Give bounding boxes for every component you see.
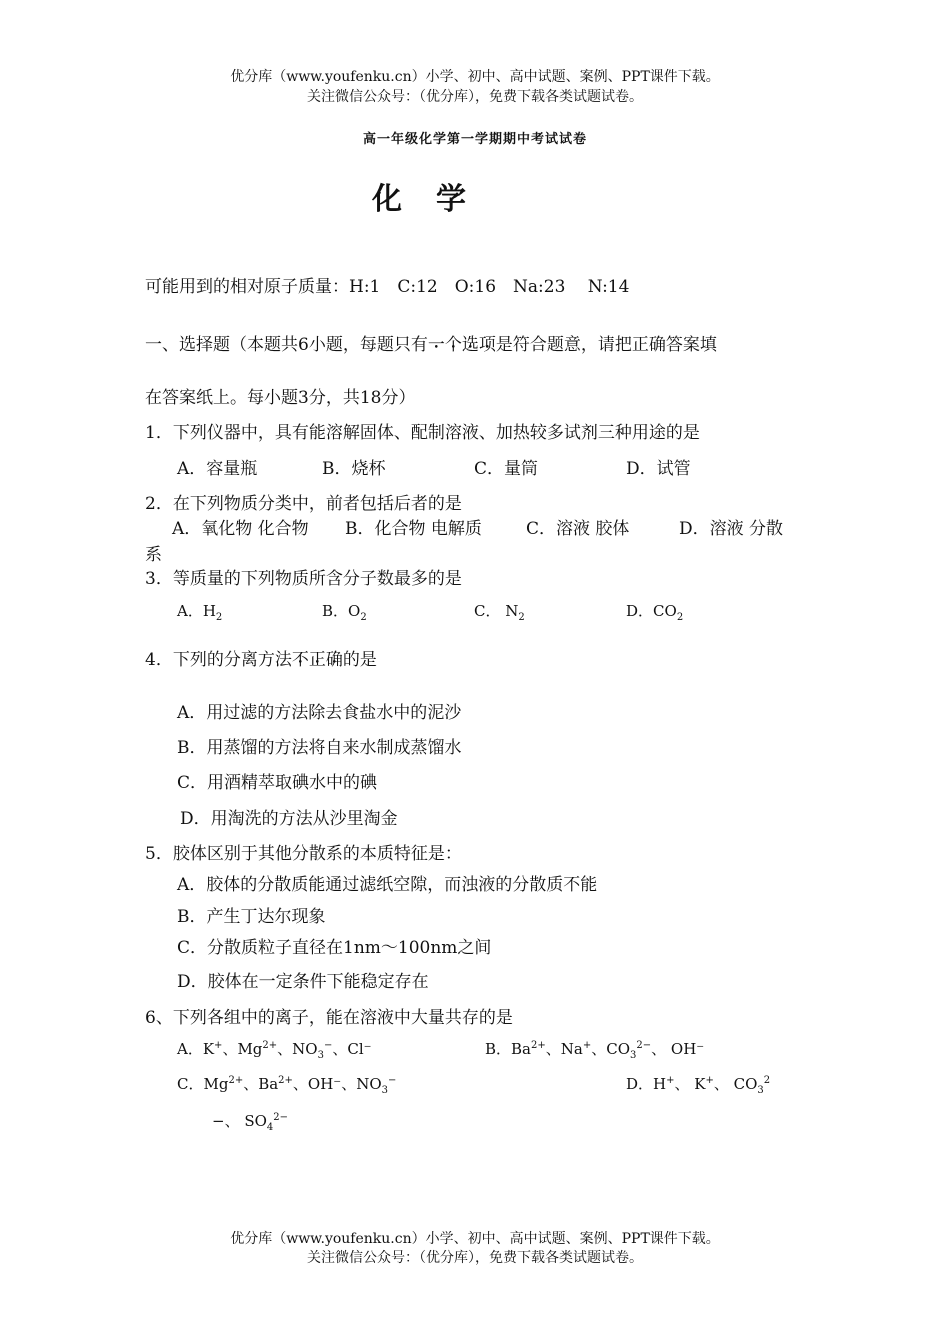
subscript: 3: [381, 1085, 389, 1096]
superscript: 2−: [636, 1040, 652, 1051]
q2-stem: 2．在下列物质分类中，前者包括后者的是: [145, 494, 462, 514]
atomic-masses: 可能用到的相对原子质量：H:1 C:12 O:16 Na:23 N:14: [145, 277, 630, 297]
emphasis-char: 一 •: [428, 335, 445, 355]
footer-banner-line2: 关注微信公众号：（优分库），免费下载各类试题试卷。: [307, 1250, 643, 1266]
subscript: 2: [676, 612, 684, 623]
q5-option-c: C．分散质粒子直径在1nm～100nm之间: [177, 938, 492, 958]
q4-option-a: A．用过滤的方法除去食盐水中的泥沙: [177, 703, 462, 723]
q4-stem: [145, 645, 377, 670]
ion-text: C．Mg: [177, 1075, 229, 1093]
ion-text: 、Cl⁻: [332, 1040, 372, 1058]
ion-text: 、 K: [674, 1075, 706, 1093]
ion-text: 、CO: [591, 1040, 630, 1058]
subscript: 2: [360, 612, 367, 623]
superscript: 2: [763, 1075, 771, 1086]
q4-option-c: C．用酒精萃取碘水中的碘: [177, 773, 378, 793]
subscript: 4: [266, 1122, 274, 1133]
q4-stem-pre: 4．下列的分离方法: [145, 650, 292, 670]
q4-stem-post: 的是: [342, 650, 377, 670]
q4-option-d: D．用淘洗的方法从沙里淘金: [180, 809, 398, 829]
ion-text: −、 SO: [212, 1112, 267, 1130]
q3-option-a: [177, 600, 222, 623]
emphasis-char: 个 •: [445, 335, 462, 355]
q6-stem: 6、下列各组中的离子，能在溶液中大量共存的是: [145, 1008, 513, 1028]
q5-option-a: A．胶体的分散质能通过滤纸空隙，而浊液的分散质不能: [177, 875, 598, 895]
ion-text: 、NO: [277, 1040, 318, 1058]
q1-option-a: A．容量瓶: [177, 459, 258, 479]
q2-option-a: A．氧化物 化合物: [172, 519, 309, 539]
q1-option-d: D．试管: [626, 459, 691, 479]
exam-subtitle: 高一年级化学第一学期期中考试试卷: [362, 132, 587, 147]
section1-intro-pre: 一、选择题（本题共6小题，每题只有: [145, 335, 428, 355]
section1-intro-line2: 在答案纸上。每小题3分，共18分）: [145, 388, 416, 408]
header-banner-line1: 优分库（www.youfenku.cn）小学、初中、高中试题、案例、PPT课件下载。: [230, 69, 720, 85]
section1-intro-post: 是符合题意，请把正确答案填: [495, 335, 717, 355]
superscript: 2+: [531, 1040, 546, 1051]
ion-text: A．K: [177, 1040, 215, 1058]
superscript: +: [214, 1040, 223, 1051]
q1-option-b: B．烧杯: [322, 459, 386, 479]
q1-option-c: C．量筒: [474, 459, 539, 479]
emphasis-char: 正 •: [309, 650, 326, 670]
footer-banner-line1: 优分库（www.youfenku.cn）小学、初中、高中试题、案例、PPT课件下载。: [230, 1231, 720, 1247]
emphasis-char: 确 •: [326, 650, 343, 670]
ion-text: 、Na: [545, 1040, 583, 1058]
q6-option-c: [177, 1073, 396, 1096]
subscript: 2: [215, 612, 223, 623]
superscript: +: [666, 1075, 675, 1086]
q2-wrap: 系: [145, 545, 162, 565]
q5-option-b: B．产生丁达尔现象: [177, 907, 326, 927]
ion-text: 、 CO: [713, 1075, 758, 1093]
q3-stem: 3．等质量的下列物质所含分子数最多的是: [145, 569, 462, 589]
superscript: 2+: [262, 1040, 278, 1051]
q3-option-b: [322, 600, 367, 623]
subscript: 2: [518, 612, 525, 623]
ion-text: 、 OH⁻: [651, 1040, 705, 1058]
ion-text: 、OH⁻、NO: [292, 1075, 382, 1093]
exam-title: 化学: [372, 182, 500, 217]
q3-a-label: A．H: [177, 602, 216, 620]
q5-option-d: D．胶体在一定条件下能稳定存在: [177, 972, 429, 992]
superscript: −: [388, 1075, 397, 1086]
q5-stem: 5．胶体区别于其他分散系的本质特征是：: [145, 844, 462, 864]
ion-text: B．Ba: [485, 1040, 531, 1058]
q6-option-d-wrap: [212, 1110, 288, 1133]
q2-option-d: D．溶液 分散: [679, 519, 784, 539]
superscript: +: [705, 1075, 714, 1086]
header-banner-line2: 关注微信公众号：（优分库），免费下载各类试题试卷。: [307, 89, 643, 105]
superscript: 2−: [273, 1112, 289, 1123]
superscript: −: [323, 1040, 333, 1051]
subscript: 3: [317, 1050, 324, 1061]
q3-b-label: B．O: [322, 602, 361, 620]
subscript: 3: [757, 1085, 764, 1096]
q6-option-b: [485, 1038, 704, 1061]
superscript: 2+: [278, 1075, 293, 1086]
ion-text: D．H: [626, 1075, 667, 1093]
superscript: +: [582, 1040, 592, 1051]
subscript: 3: [630, 1050, 637, 1061]
superscript: 2+: [228, 1075, 244, 1086]
q2-option-b: B．化合物 电解质: [345, 519, 482, 539]
q2-option-c: C．溶液 胶体: [526, 519, 630, 539]
emphasis-char: 不 •: [292, 650, 309, 670]
ion-text: 、Mg: [222, 1040, 263, 1058]
q6-option-d: [626, 1073, 770, 1096]
q4-option-b: B．用蒸馏的方法将自来水制成蒸馏水: [177, 738, 462, 758]
q3-d-label: D．CO: [626, 602, 677, 620]
q3-c-label: C． N: [474, 602, 519, 620]
ion-text: 、Ba: [243, 1075, 279, 1093]
emphasis-char: 选 •: [462, 335, 479, 355]
emphasis-char: 项 •: [479, 335, 496, 355]
q6-option-a: [177, 1038, 372, 1061]
q3-option-d: [626, 600, 683, 623]
q1-stem: 1．下列仪器中，具有能溶解固体、配制溶液、加热较多试剂三种用途的是: [145, 423, 700, 443]
q3-option-c: [474, 600, 525, 623]
section1-intro: [145, 330, 717, 355]
